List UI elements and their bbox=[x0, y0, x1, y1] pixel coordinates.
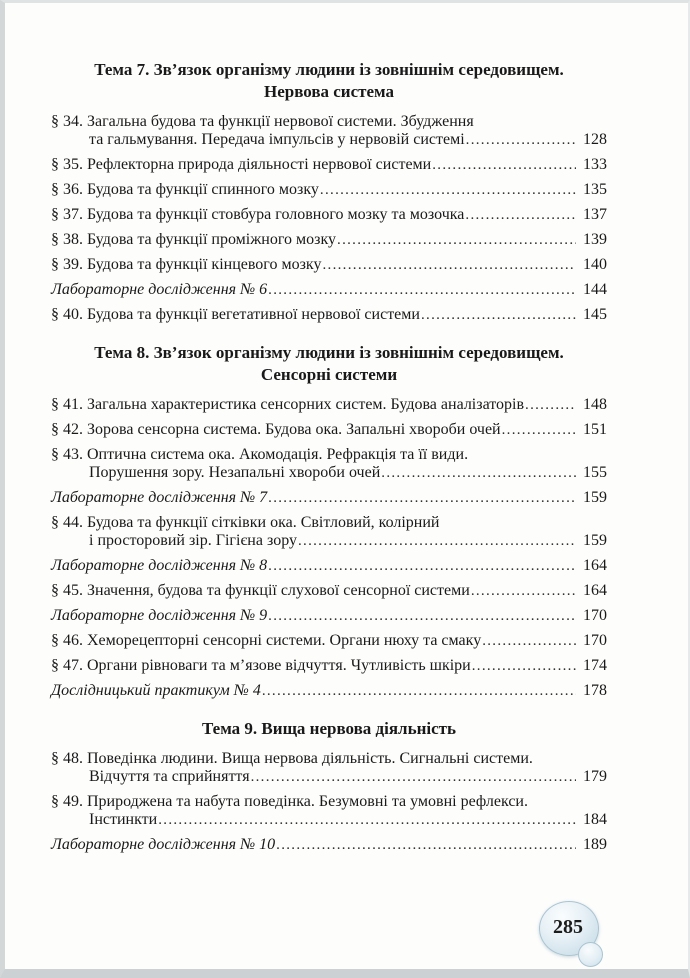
toc-entry-text: § 46. Хеморецепторні сенсорні системи. Органи нюху та смаку bbox=[51, 632, 482, 649]
toc-entry-line bbox=[51, 421, 607, 439]
toc-entry-text: § 34. Загальна будова та функції нервової системи. Збудження bbox=[51, 113, 474, 130]
toc-entry-line bbox=[51, 206, 607, 224]
dot-leader bbox=[322, 256, 576, 274]
toc-entry-line bbox=[51, 514, 607, 532]
dot-leader bbox=[432, 156, 576, 174]
dot-leader bbox=[465, 206, 576, 224]
dot-leader bbox=[472, 657, 576, 675]
toc-entry-page: 178 bbox=[583, 682, 607, 699]
toc-entry-line bbox=[51, 657, 607, 675]
toc-entry bbox=[51, 750, 607, 786]
section-entries bbox=[51, 396, 607, 700]
toc-entry-text: § 45. Значення, будова та функції слухової сенсорної системи bbox=[51, 582, 470, 599]
toc-entry-text: § 39. Будова та функції кінцевого мозку bbox=[51, 256, 322, 273]
toc-entry-page: 148 bbox=[583, 396, 607, 413]
toc-section bbox=[51, 342, 607, 700]
toc-entry-page: 144 bbox=[583, 281, 607, 298]
toc-entry bbox=[51, 514, 607, 550]
toc-entry bbox=[51, 206, 607, 224]
section-entries bbox=[51, 113, 607, 324]
dot-leader bbox=[381, 464, 576, 482]
toc-entry-page: 170 bbox=[583, 632, 607, 649]
toc-entry bbox=[51, 156, 607, 174]
toc-entry-page: 189 bbox=[583, 836, 607, 853]
toc-entry-text: § 43. Оптична система ока. Акомодація. Рефракція та її види. bbox=[51, 446, 469, 463]
page-number-bubble bbox=[539, 901, 599, 956]
toc-entry bbox=[51, 281, 607, 299]
page-number: 285 bbox=[553, 915, 583, 938]
toc-entry-page: 140 bbox=[583, 256, 607, 273]
dot-leader bbox=[298, 532, 576, 550]
toc-entry-line bbox=[51, 632, 607, 650]
toc-entry-line bbox=[51, 256, 607, 274]
toc-entry-line bbox=[51, 396, 607, 414]
toc-entry-page: 155 bbox=[583, 464, 607, 481]
toc-entry-line bbox=[51, 306, 607, 324]
toc-entry-line bbox=[51, 768, 607, 786]
dot-leader bbox=[276, 836, 576, 854]
toc-entry-text: Дослідницький практикум № 4 bbox=[51, 682, 261, 699]
toc-entry-line bbox=[51, 181, 607, 199]
toc-entry-text: Лабораторне дослідження № 9 bbox=[51, 607, 268, 624]
dot-leader bbox=[421, 306, 576, 324]
toc-section bbox=[51, 59, 607, 324]
section-heading-line: Тема 9. Вища нервова діяльність bbox=[201, 719, 456, 738]
toc-entry-line bbox=[51, 113, 607, 131]
toc-entry-line bbox=[51, 281, 607, 299]
toc-entry-line bbox=[51, 793, 607, 811]
toc-entry-page: 133 bbox=[583, 156, 607, 173]
dot-leader bbox=[268, 489, 576, 507]
toc-section bbox=[51, 718, 607, 854]
toc-entry-line bbox=[51, 231, 607, 249]
dot-leader bbox=[471, 582, 576, 600]
toc-entry bbox=[51, 489, 607, 507]
toc-entry bbox=[51, 306, 607, 324]
toc-entry bbox=[51, 607, 607, 625]
section-heading bbox=[51, 718, 607, 740]
toc-entry-page: 137 bbox=[583, 206, 607, 223]
dot-leader bbox=[268, 281, 576, 299]
toc-entry-line bbox=[51, 489, 607, 507]
toc-entry-line bbox=[51, 682, 607, 700]
toc-entry-text: та гальмування. Передача імпульсів у нервовій системі bbox=[89, 131, 465, 148]
toc-content bbox=[51, 59, 607, 861]
section-heading-line: Нервова система bbox=[263, 82, 395, 101]
toc-entry-line bbox=[51, 464, 607, 482]
toc-entry-text: § 44. Будова та функції сітківки ока. Світловий, колірний bbox=[51, 514, 440, 531]
toc-entry-page: 170 bbox=[583, 607, 607, 624]
toc-entry bbox=[51, 657, 607, 675]
toc-entry bbox=[51, 557, 607, 575]
toc-entry-line bbox=[51, 836, 607, 854]
dot-leader bbox=[251, 768, 576, 786]
toc-entry bbox=[51, 113, 607, 149]
toc-entry-line bbox=[51, 750, 607, 768]
toc-entry bbox=[51, 632, 607, 650]
toc-entry-page: 128 bbox=[583, 131, 607, 148]
toc-entry bbox=[51, 446, 607, 482]
toc-entry-line bbox=[51, 532, 607, 550]
toc-entry-text: Лабораторне дослідження № 8 bbox=[51, 557, 268, 574]
toc-entry-text: Відчуття та сприйняття bbox=[89, 768, 250, 785]
section-heading-line: Сенсорні системи bbox=[260, 365, 398, 384]
dot-leader bbox=[525, 396, 576, 414]
toc-entry bbox=[51, 793, 607, 829]
dot-leader bbox=[158, 811, 576, 829]
toc-entry bbox=[51, 256, 607, 274]
toc-entry bbox=[51, 582, 607, 600]
toc-entry-text: § 40. Будова та функції вегетативної нервової системи bbox=[51, 306, 420, 323]
toc-entry-text: Інстинкти bbox=[89, 811, 158, 828]
toc-entry bbox=[51, 231, 607, 249]
toc-entry-line bbox=[51, 582, 607, 600]
toc-entry-text: § 49. Природжена та набута поведінка. Безумовні та умовні рефлекси. bbox=[51, 793, 528, 810]
bubble-small-circle bbox=[578, 942, 603, 967]
dot-leader bbox=[482, 632, 576, 650]
dot-leader bbox=[268, 557, 576, 575]
toc-entry-text: і просторовий зір. Гігієна зору bbox=[89, 532, 297, 549]
toc-entry-text: § 38. Будова та функції проміжного мозку bbox=[51, 231, 337, 248]
toc-entry-page: 145 bbox=[583, 306, 607, 323]
toc-entry-text: Лабораторне дослідження № 6 bbox=[51, 281, 268, 298]
dot-leader bbox=[320, 181, 576, 199]
toc-entry bbox=[51, 836, 607, 854]
section-heading-line: Тема 7. Зв’язок організму людини із зовнішнім середовищем. bbox=[94, 60, 564, 79]
section-entries bbox=[51, 750, 607, 854]
section-heading-line: Тема 8. Зв’язок організму людини із зовнішнім середовищем. bbox=[94, 343, 564, 362]
toc-entry-page: 174 bbox=[583, 657, 607, 674]
toc-entry-text: Лабораторне дослідження № 7 bbox=[51, 489, 268, 506]
toc-entry-page: 159 bbox=[583, 532, 607, 549]
toc-entry bbox=[51, 181, 607, 199]
dot-leader bbox=[502, 421, 576, 439]
toc-entry-page: 164 bbox=[583, 582, 607, 599]
toc-entry-page: 179 bbox=[583, 768, 607, 785]
toc-entry bbox=[51, 421, 607, 439]
section-heading bbox=[51, 59, 607, 103]
toc-entry-text: § 42. Зорова сенсорна система. Будова ока. Запальні хвороби очей bbox=[51, 421, 501, 438]
toc-entry-text: § 35. Рефлекторна природа діяльності нервової системи bbox=[51, 156, 432, 173]
toc-entry-line bbox=[51, 811, 607, 829]
dot-leader bbox=[262, 682, 576, 700]
toc-entry-text: Лабораторне дослідження № 10 bbox=[51, 836, 276, 853]
dot-leader bbox=[466, 131, 576, 149]
toc-entry-text: § 37. Будова та функції стовбура головного мозку та мозочка bbox=[51, 206, 465, 223]
toc-entry-page: 184 bbox=[583, 811, 607, 828]
toc-entry bbox=[51, 396, 607, 414]
toc-entry-page: 164 bbox=[583, 557, 607, 574]
section-heading bbox=[51, 342, 607, 386]
dot-leader bbox=[268, 607, 576, 625]
toc-entry-line bbox=[51, 607, 607, 625]
toc-entry-line bbox=[51, 131, 607, 149]
toc-entry-page: 159 bbox=[583, 489, 607, 506]
toc-entry-line bbox=[51, 446, 607, 464]
toc-entry-page: 139 bbox=[583, 231, 607, 248]
toc-entry-line bbox=[51, 557, 607, 575]
toc-entry-text: § 41. Загальна характеристика сенсорних систем. Будова аналізаторів bbox=[51, 396, 525, 413]
toc-entry-text: Порушення зору. Незапальні хвороби очей bbox=[89, 464, 381, 481]
toc-entry-page: 135 bbox=[583, 181, 607, 198]
toc-entry-text: § 36. Будова та функції спинного мозку bbox=[51, 181, 319, 198]
toc-entry-page: 151 bbox=[583, 421, 607, 438]
dot-leader bbox=[337, 231, 576, 249]
toc-entry bbox=[51, 682, 607, 700]
toc-entry-text: § 47. Органи рівноваги та м’язове відчуття. Чутливість шкіри bbox=[51, 657, 471, 674]
toc-entry-line bbox=[51, 156, 607, 174]
toc-entry-text: § 48. Поведінка людини. Вища нервова діяльність. Сигнальні системи. bbox=[51, 750, 533, 767]
